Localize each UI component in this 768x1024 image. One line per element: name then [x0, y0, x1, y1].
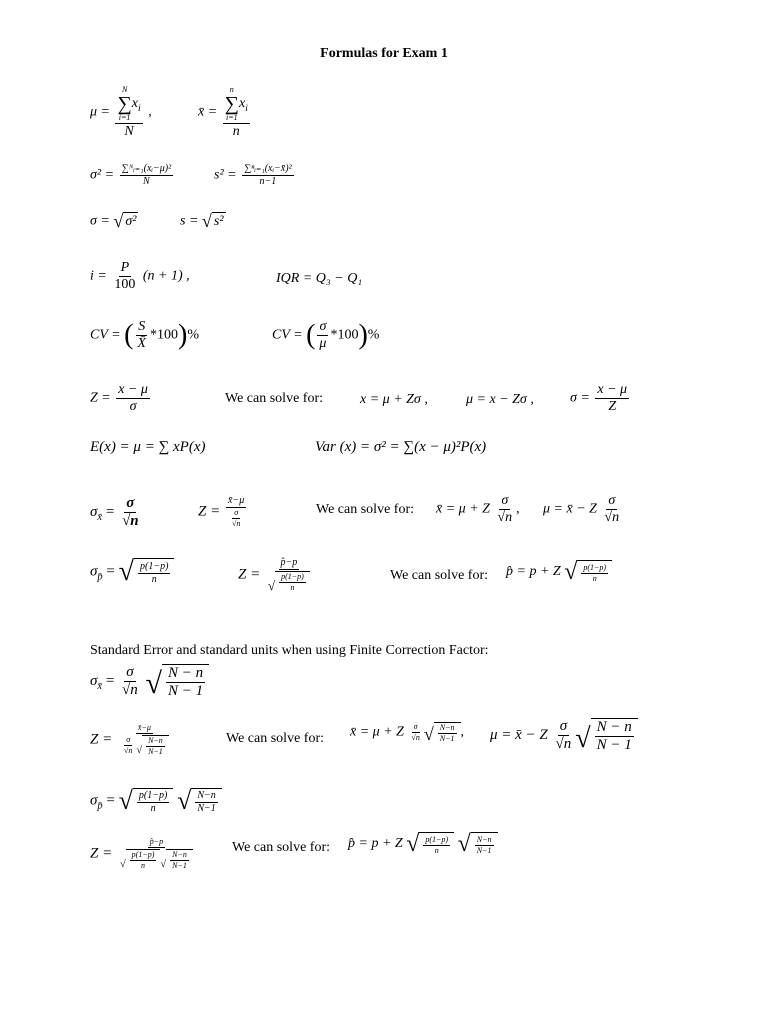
separator-comma: , [516, 501, 520, 517]
cv-denominator: X̄ [137, 336, 146, 351]
z-inner-numerator: p(1−p) [281, 572, 304, 581]
z-lhs: Z = [198, 503, 221, 520]
iqr-text: IQR = Q₃ − Q₁ [276, 271, 363, 286]
solve-mu-denominator: √n [555, 736, 572, 752]
solve-label: We can solve for: [390, 568, 488, 583]
sample-variance-formula [214, 164, 296, 187]
separator-comma: , [148, 104, 152, 120]
cv-denominator: μ [319, 336, 327, 351]
fcf-denominator: N−1 [197, 802, 216, 814]
solve-mu-numerator: σ [559, 718, 568, 734]
fcf-z-mean-formula: Z = x̄−μ $\frac{\sigma}{√n}$ √ $\frac{N-n}{N-1}$ [90, 724, 173, 756]
fcf-inner-numerator: N−n [148, 736, 163, 745]
solve-xbar-lhs: x̄ = μ + Z [436, 501, 490, 517]
z-inner-numerator: σ [234, 508, 239, 517]
se-lhs: σ [90, 503, 98, 520]
solve-mu-text: μ = x − Zσ , [466, 392, 534, 407]
cv-numerator: S [138, 319, 146, 334]
solve-xbar-formula [436, 494, 520, 525]
se-prop-denominator: n [150, 802, 156, 814]
se-lhs: σ [90, 672, 98, 689]
se-prop-subscript: p̄ [97, 800, 103, 812]
sum-variable: x [131, 96, 138, 112]
sample-variance-lhs: s² = [214, 167, 237, 183]
cv-lhs: CV = [90, 327, 121, 343]
solve-phat-formula: p̂ = p + Z √ $\frac{p(1-p)}{n}$ [506, 560, 612, 584]
se-prop-numerator: p(1−p) [140, 560, 169, 572]
fcf-solve-xbar-formula: x̄ = μ + Z $\frac{\sigma}{√n}$ √ $\frac{N-n}{N-1}$ , [350, 722, 465, 744]
z-numerator: p̂−p [149, 837, 164, 846]
standard-error-mean-formula [90, 496, 143, 529]
percentile-tail: (n + 1) , [142, 268, 190, 284]
fcf-numerator: N − n [168, 665, 204, 681]
fcf-denominator: N−1 [476, 845, 492, 855]
z-numerator: p̂−p [280, 557, 298, 568]
fcf-standard-error-proportion-formula: $\sigma_{p̄}$ = √ $\frac{p(1-p)}{n}$ √ $\frac{N-n}{N-1}$ [90, 788, 222, 814]
se-prop-denominator: n [151, 573, 157, 585]
z-denominator: σ [129, 399, 137, 414]
sum-subscript: i [137, 103, 141, 115]
se-prop-subscript: p̄ [97, 571, 103, 583]
percentile-location-formula [90, 261, 190, 292]
solve-mu-formula [466, 393, 534, 407]
zscore-formula [90, 383, 152, 414]
solve-mu-denominator: √n [604, 510, 620, 525]
sum-symbol: ∑ [224, 93, 239, 115]
se-subscript: x̄ [97, 680, 103, 692]
solve-phat-denominator: n [592, 573, 597, 583]
cv-lhs: CV = [272, 327, 303, 343]
solve-phat-lhs: p̂ = p + Z [348, 836, 403, 852]
solve-x-text: x = μ + Zσ , [360, 392, 428, 407]
solve-xbar-denominator: √n [411, 733, 420, 742]
cv-sample-formula: CV = ( $\frac{S}{X̄}$ *100)% [90, 319, 199, 351]
fcf-denominator: N−1 [439, 734, 455, 743]
solve-sigma-denominator: Z [608, 399, 617, 414]
z-inner-numerator: σ [126, 735, 131, 744]
se-subscript: x̄ [97, 511, 103, 523]
z-inner-denominator: n [141, 861, 146, 870]
solve-phat-numerator: p(1−p) [583, 562, 607, 572]
percentile-numerator: P [120, 260, 130, 275]
solve-mu-numerator: σ [608, 493, 616, 508]
z-lhs: Z = [238, 566, 261, 583]
z-inner-denominator: √n [231, 519, 241, 528]
fcf-solve-mu-formula: μ = x̄ − Z $\frac{\sigma}{√n}$ √ $\frac{N - n}{N - 1}$ [490, 718, 638, 753]
se-denominator: √n [122, 682, 138, 698]
sum-lower-limit: i=1 [225, 113, 238, 122]
cv-multiplier: *100 [330, 327, 359, 343]
percentile-lhs: i = [90, 268, 107, 284]
fcf-numerator: N−n [439, 723, 455, 732]
page-title: Formulas for Exam 1 [320, 46, 448, 61]
sample-stdev-lhs: s = [180, 213, 199, 229]
z-lhs: Z = [90, 731, 113, 748]
z-proportion-formula: Z = p̂−p √ $\frac{p(1-p)}{n}$ [238, 558, 314, 592]
se-prop-lhs: σ [90, 792, 98, 809]
fcf-standard-error-mean-formula: $\sigma_{x̄}$ = $\frac{\sigma}{√n}$ √ $\frac{N - n}{N - 1}$ [90, 664, 209, 699]
solve-xbar-numerator: σ [413, 722, 418, 731]
solve-xbar-denominator: √n [497, 510, 513, 525]
iqr-formula [276, 272, 362, 286]
se-numerator: σ [126, 495, 135, 511]
sample-stdev-radicand: s² [212, 212, 226, 230]
fcf-numerator: N−n [197, 789, 216, 801]
population-stdev-formula: σ = √ σ² [90, 211, 137, 231]
equals-sign: = [106, 792, 115, 809]
cv-numerator: σ [319, 319, 327, 334]
cv-percent: % [187, 327, 199, 343]
fcf-inner-denominator: N−1 [148, 747, 163, 756]
stdev-lhs: σ = [90, 213, 110, 229]
fcf-numerator: N−n [476, 834, 492, 844]
sum-lower-limit: i=1 [118, 113, 131, 122]
variance-denominator: N [142, 176, 150, 187]
sample-mean-formula [198, 86, 252, 139]
sum-subscript: i [245, 103, 248, 115]
population-mean-formula [90, 86, 152, 139]
sum-upper-limit: N [121, 85, 128, 94]
solve-x-formula [360, 393, 428, 407]
solve-mu-se-formula [543, 494, 623, 525]
expected-value-text: E(x) = μ = ∑ xP(x) [90, 439, 206, 455]
fcf-denominator: N − 1 [168, 683, 204, 699]
solve-label: We can solve for: [316, 502, 414, 517]
sample-stdev-formula: s = √ s² [180, 211, 224, 231]
se-numerator: σ [126, 664, 134, 680]
random-variable-variance-formula [315, 440, 486, 455]
mean-denominator: N [124, 124, 134, 139]
solve-sigma-lhs: σ = [570, 390, 590, 406]
solve-phat-lhs: p̂ = p + Z [506, 564, 561, 580]
fcf-inner-numerator: N−n [172, 850, 187, 859]
percentile-denominator: 100 [114, 277, 136, 292]
fcf-solve-phat-formula: p̂ = p + Z √ $\frac{p(1-p)}{n}$ √ $\frac{N-n}{N-1}$ [348, 832, 498, 856]
mu-lhs: μ = [90, 104, 110, 120]
z-lhs: Z = [90, 390, 111, 406]
se-prop-lhs: σ [90, 563, 98, 580]
stdev-radicand: σ² [123, 212, 138, 230]
sample-variance-numerator: ∑ⁿᵢ₌₁(xᵢ−x̄)² [244, 163, 292, 174]
random-variable-variance-text: Var (x) = σ² = ∑(x − μ)²P(x) [315, 439, 487, 455]
solve-label: We can solve for: [226, 731, 324, 746]
fcf-heading: Standard Error and standard units when using Finite Correction Factor: [90, 643, 489, 658]
fcf-inner-denominator: N−1 [172, 861, 187, 870]
solve-sigma-numerator: x − μ [597, 382, 628, 397]
sum-symbol: ∑ [117, 93, 132, 115]
z-inner-denominator: n [290, 583, 295, 592]
variance-numerator: ∑ᴺᵢ₌₁(xᵢ−μ)² [121, 163, 172, 174]
fcf-numerator: N − n [596, 719, 632, 735]
z-lhs: Z = [90, 845, 113, 862]
standard-error-proportion-formula: $\sigma_{p̄}$ = √ $\frac{p(1-p)}{n}$ [90, 558, 174, 586]
solve-xbar-numerator: σ [501, 493, 509, 508]
solve-label: We can solve for: [232, 840, 330, 855]
mean-denominator: n [232, 124, 240, 139]
solve-phat-denominator: n [434, 845, 439, 855]
z-inner-denominator: √n [123, 746, 133, 755]
solve-mu-lhs: μ = x̄ − Z [490, 726, 548, 743]
equals-sign: = [105, 503, 115, 520]
se-prop-numerator: p(1−p) [138, 789, 168, 801]
solve-mu-lhs: μ = x̄ − Z [543, 501, 597, 517]
fcf-denominator: N − 1 [596, 737, 632, 753]
sum-variable: x [238, 96, 246, 112]
cv-multiplier: *100 [149, 327, 178, 343]
sample-variance-denominator: n−1 [259, 176, 277, 187]
se-denominator: √n [122, 513, 139, 529]
solve-phat-numerator: p(1−p) [425, 834, 449, 844]
solve-xbar-lhs: x̄ = μ + Z [350, 724, 404, 740]
separator-comma: , [460, 724, 465, 740]
sum-upper-limit: n [229, 85, 234, 94]
z-numerator: x̄−μ [228, 495, 245, 506]
equals-sign: = [105, 672, 115, 689]
solve-label: We can solve for: [225, 391, 323, 406]
z-numerator: x̄−μ [137, 723, 151, 732]
solve-sigma-formula [570, 383, 631, 414]
xbar-lhs: x̄ = [198, 104, 218, 120]
expected-value-formula [90, 440, 206, 455]
population-variance-formula [90, 164, 175, 187]
cv-population-formula: CV = ( $\frac{\sigma}{\mu}$ *100)% [272, 319, 380, 351]
cv-percent: % [367, 327, 380, 343]
z-inner-numerator: p(1−p) [131, 850, 155, 859]
z-sample-mean-formula [198, 496, 248, 528]
fcf-z-proportion-formula: Z = p̂−p √ $\frac{p(1-p)}{n}$ √ $\frac{N-n}{N-1}$ [90, 838, 197, 870]
z-numerator: x − μ [118, 382, 148, 397]
variance-lhs: σ² = [90, 167, 115, 183]
equals-sign: = [106, 563, 115, 580]
